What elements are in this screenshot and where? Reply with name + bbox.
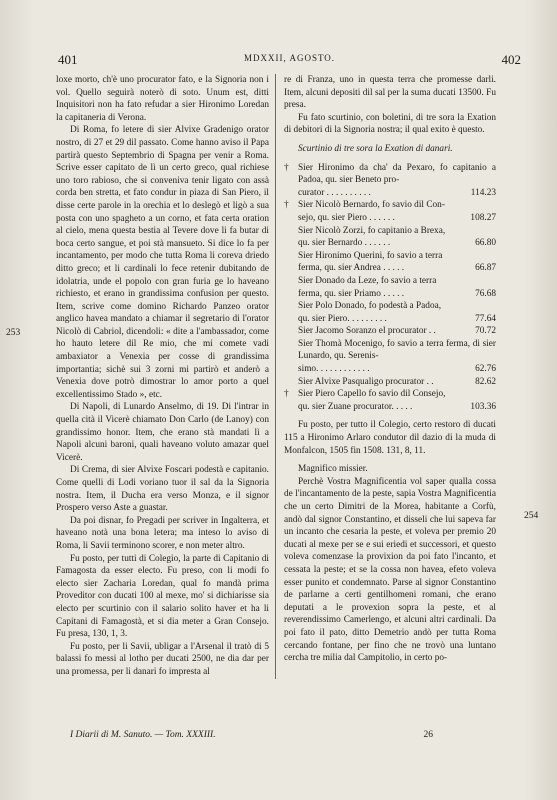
list-item <box>284 300 496 325</box>
entry-text: Sier Thomà Mocenigo, fo savio a terra ferma, di sier Lunardo, qu. Serenis- <box>298 338 496 362</box>
vote-count: 108.27 <box>470 212 496 223</box>
vote-count: 77.64 <box>475 313 496 324</box>
paragraph: Di Roma, fo letere di sier Alvixe Gradenigo orator nostro, di 27 et 29 dil passato. Come hanno aviso il Papa partirà questo Septembrio di Spagna per venir a Roma. Scrive esser capitato de lì un certo greco, qual richiese uno toro rabioso, che si conveniva tenir ligato con assà corda ben stretta, et fato condur in piaza di San Piero, il disse certe parole in la orechia et lo deslegò et ligò a sua posta con uno spagheto a un corno, et fata certa oration al cielo, mena questa bestia al Tevere dove li fa butar di boca certo sangue, et poi stà mansueto. Si dice lo fa per incantamento, per modo che tutta Roma li coreva driedo ditto greco; et li cardinali lo fece retenir dubitando de idolatria, unde el popolo con gran furia ge lo haveano richiesto, et erano in grandissima confusion per questo. Item, scrive come domino Richardo Panzeo orator anglico havea mandato a chiamar il segretario di l'orator Nicolò di Cabriol, dicendoli: « dite a l'ambassador, come ho hauto letere dil Re mio, che mi comete vadi ambaxiator a Venexia per cosse di grandissima importantia; sichè sui 3 zorni mi partirò et anderò a Venexia dove potrò dimostrar lo amor porto a quel excellentissimo Stado », etc. <box>56 125 269 400</box>
entry-text: Sier Piero Capello fo savio dil Consejo, <box>298 389 446 400</box>
vote-count: 66.80 <box>475 238 496 249</box>
paragraph: Di Napoli, di Lunardo Anselmo, di 19. Di l'intrar in quella cità il Vicerè chiamato Don Carlo (de Lanoy) con grandissimo honor. Item, che erano stà mandati lì a Napoli alcuni baroni, quali haveano voluto amazar quel Vicerè. <box>56 402 269 463</box>
page-footer <box>58 730 521 744</box>
entry-text: simo. . . . . . . . . . . . <box>298 364 370 375</box>
list-item <box>284 325 496 338</box>
entry-text: ferma, qu. sier Priamo . . . . . <box>298 288 405 299</box>
paragraph: Fu posto, per tutto il Colegio, certo restoro di ducati 115 a Hironimo Arlaro condutor dil dazio di la muda di Monfalcon, 1505 fin 1508. 131, 8, 11. <box>284 420 496 456</box>
vote-count: 62.76 <box>475 364 496 375</box>
paragraph: Di Crema, di sier Alvixe Foscari podestà e capitanio. Come quelli di Lodi voriano tuor il sal da la Signoria nostra. Item, il Ducha era verso Monza, e il signor Prospero verso Aste a guastar. <box>56 465 269 514</box>
entry-text: Sier Jacomo Soranzo el procurator . . <box>298 326 436 337</box>
entry-text: Sier Donado da Leze, fo savio a terra <box>298 275 437 286</box>
vote-count: 70.72 <box>475 326 496 337</box>
paragraph: Fu posto, per li Savii, ubligar a l'Arsenal il tratò di 5 balassi fo messi al lotho per ducati 2500, ne dia dar per una promessa, per li danari fo impresta al <box>56 641 269 677</box>
list-item <box>284 162 496 200</box>
vote-count: 66.87 <box>475 263 496 274</box>
dagger-mark: † <box>284 389 289 400</box>
letter-salutation: Magnifico missier. <box>298 464 368 475</box>
page-number-left: 401 <box>58 52 78 67</box>
entry-text: qu. sier Zuane procurator. . . . . <box>298 401 413 412</box>
list-item <box>284 388 496 413</box>
paragraph: Fu posto, per tutti di Colegio, la parte di Capitanio di Famagosta da esser electo. Fu preso, con li modi fo electo sier Zacharia Loredan, qual fo mandà prima Proveditor con ducati 100 al mexe, mo' si dichiarisse sia electo per scurtinio con il salario solito haver et ha li Capitani di Famagostà, et si dia meter a Gran Consejo. Fu presa, 130, 1, 3. <box>56 553 269 640</box>
paragraph: re di Franza, uno in questa terra che promesse darli. Item, alcuni depositi dil sal per la suma ducati 13500. Fu presa. <box>284 75 496 111</box>
list-item <box>284 250 496 275</box>
list-item <box>284 275 496 300</box>
vote-count: 114.23 <box>470 187 496 198</box>
paragraph: Fu fato scurtinio, con boletini, di tre sora la Exation di debitori di la Signoria nostra; il qual exito è questo. <box>284 112 496 136</box>
dagger-mark: † <box>284 162 289 173</box>
entry-text: Sier Nicolò Zorzi, fo capitanio a Brexa, <box>298 225 446 236</box>
dagger-mark: † <box>284 200 289 211</box>
list-title: Scurtinio di tre sora la Exation di danari. <box>298 143 453 154</box>
margin-number-right: 254 <box>524 511 539 521</box>
entry-text: Sier Hironimo Querini, fo savio a terra <box>298 250 443 261</box>
entry-text: qu. sier Piero. . . . . . . . . <box>298 313 387 324</box>
list-item <box>284 376 496 389</box>
list-item <box>284 225 496 250</box>
entry-text: ferma, qu. sier Andrea . . . . . <box>298 263 405 274</box>
entry-text: sejo, qu. sier Piero . . . . . . <box>298 212 395 223</box>
right-column <box>284 74 496 665</box>
page-number-right: 402 <box>501 52 521 67</box>
paragraph: loxe morto, ch'è uno procurator fato, e la Signoria non i vol. Quello seguirà noterò di soto. Unum est, ditti Inquisitori non ha fato refudar a sier Hironimo Loredan la capitaneria di Verona. <box>56 75 269 123</box>
running-head: MDXXII, AGOSTO. <box>243 53 336 63</box>
entry-text: Sier Nicolò Bernardo, fo savio dil Con- <box>298 200 445 211</box>
vote-count: 76.68 <box>475 288 496 299</box>
left-column <box>56 74 276 679</box>
vote-count: 82.62 <box>475 376 496 387</box>
signature-mark: 26 <box>423 730 433 740</box>
entry-text: curator . . . . . . . . . . <box>298 187 371 198</box>
margin-number-left: 253 <box>6 328 21 338</box>
volume-title: I Diarii di M. Sanuto. — Tom. XXXIII. <box>70 730 216 740</box>
page-header <box>58 52 521 70</box>
entry-text: Sier Hironimo da cha' da Pexaro, fo capitanio a Padoa, qu. sier Beneto pro- <box>298 162 496 186</box>
entry-text: Sier Alvixe Pasqualigo procurator . . <box>298 376 434 387</box>
paragraph: Perchè Vostra Magnificentia vol saper qualla cossa de l'incantamento de la peste, sapia Vostra Magnificentia che un certo Dimitri de la Morea, habitante a Corfù, andò dal signor Constantino, et disseli che lui sapeva far un incanto che cesaria la peste, et voleva per premio 20 ducati al mexe per se e sui eriedi et successori, et questo voleva comenzase la provixion da poi fato l'incanto, et cessata la peste; et se la cossa non havea, efeto voleva esser punito et condemnato. Parse al signor Constantino de parlarne a certi gentilhomeni romani, che erano deputati a le provexion sopra la peste, et al reverendissimo Camerlengo, et alcuni altri cardinali. Da poi fato il pato, ditto Demetrio andò per tutta Roma cercando fontane, per fino che ne trovò una luntano cercha tre milia dal Campitolio, in certo po- <box>284 476 496 664</box>
paragraph: Da poi disnar, fo Pregadi per scriver in Ingalterra, et haveano notà una bona letera; ma inteso lo aviso di Roma, li Savii terminono scorer, e non meter altro. <box>56 515 269 551</box>
entry-text: qu. sier Bernardo . . . . . . <box>298 238 391 249</box>
entry-text: Sier Polo Donado, fo podestà a Padoa, <box>298 301 442 312</box>
list-item <box>284 199 496 224</box>
vote-count: 103.36 <box>470 401 496 412</box>
list-item <box>284 338 496 376</box>
